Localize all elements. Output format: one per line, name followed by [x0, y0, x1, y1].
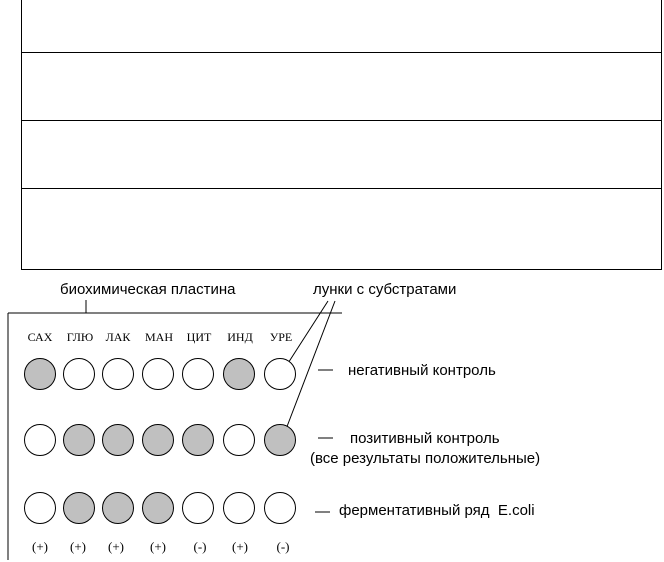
well-empty [183, 493, 214, 524]
well-filled [64, 493, 95, 524]
well-empty [143, 359, 174, 390]
row-label-negative: негативный контроль [348, 362, 496, 379]
wells-grid [25, 359, 296, 524]
well-empty [224, 425, 255, 456]
well-empty [183, 359, 214, 390]
column-header: МАН [144, 330, 173, 344]
result-mark: (+) [108, 539, 124, 554]
well-filled [224, 359, 255, 390]
well-empty [265, 493, 296, 524]
well-filled [265, 425, 296, 456]
well-empty [103, 359, 134, 390]
result-mark: (+) [70, 539, 86, 554]
well-empty [224, 493, 255, 524]
column-header: САХ [27, 330, 53, 344]
result-mark: (+) [232, 539, 248, 554]
well-filled [25, 359, 56, 390]
result-mark: (+) [150, 539, 166, 554]
result-mark: (-) [193, 539, 207, 554]
well-filled [143, 425, 174, 456]
well-empty [64, 359, 95, 390]
well-empty [25, 425, 56, 456]
column-header: ГЛЮ [66, 330, 94, 344]
well-filled [103, 425, 134, 456]
well-empty [25, 493, 56, 524]
plate-label: биохимическая пластина [60, 281, 236, 298]
row-label-positive-note: (все результаты положительные) [310, 450, 541, 467]
row-label-ecoli: ферментативный ряд E.coli [339, 502, 535, 519]
well-filled [64, 425, 95, 456]
well-filled [143, 493, 174, 524]
column-header: ЦИТ [186, 330, 212, 344]
row-label-positive: позитивный контроль [350, 430, 500, 447]
well-empty [265, 359, 296, 390]
column-header: ЛАК [105, 330, 131, 344]
well-filled [183, 425, 214, 456]
column-header: УРЕ [269, 330, 293, 344]
well-filled [103, 493, 134, 524]
wells-label: лунки с субстратами [313, 281, 457, 298]
result-mark: (-) [276, 539, 290, 554]
column-header: ИНД [227, 330, 253, 344]
result-mark: (+) [32, 539, 48, 554]
